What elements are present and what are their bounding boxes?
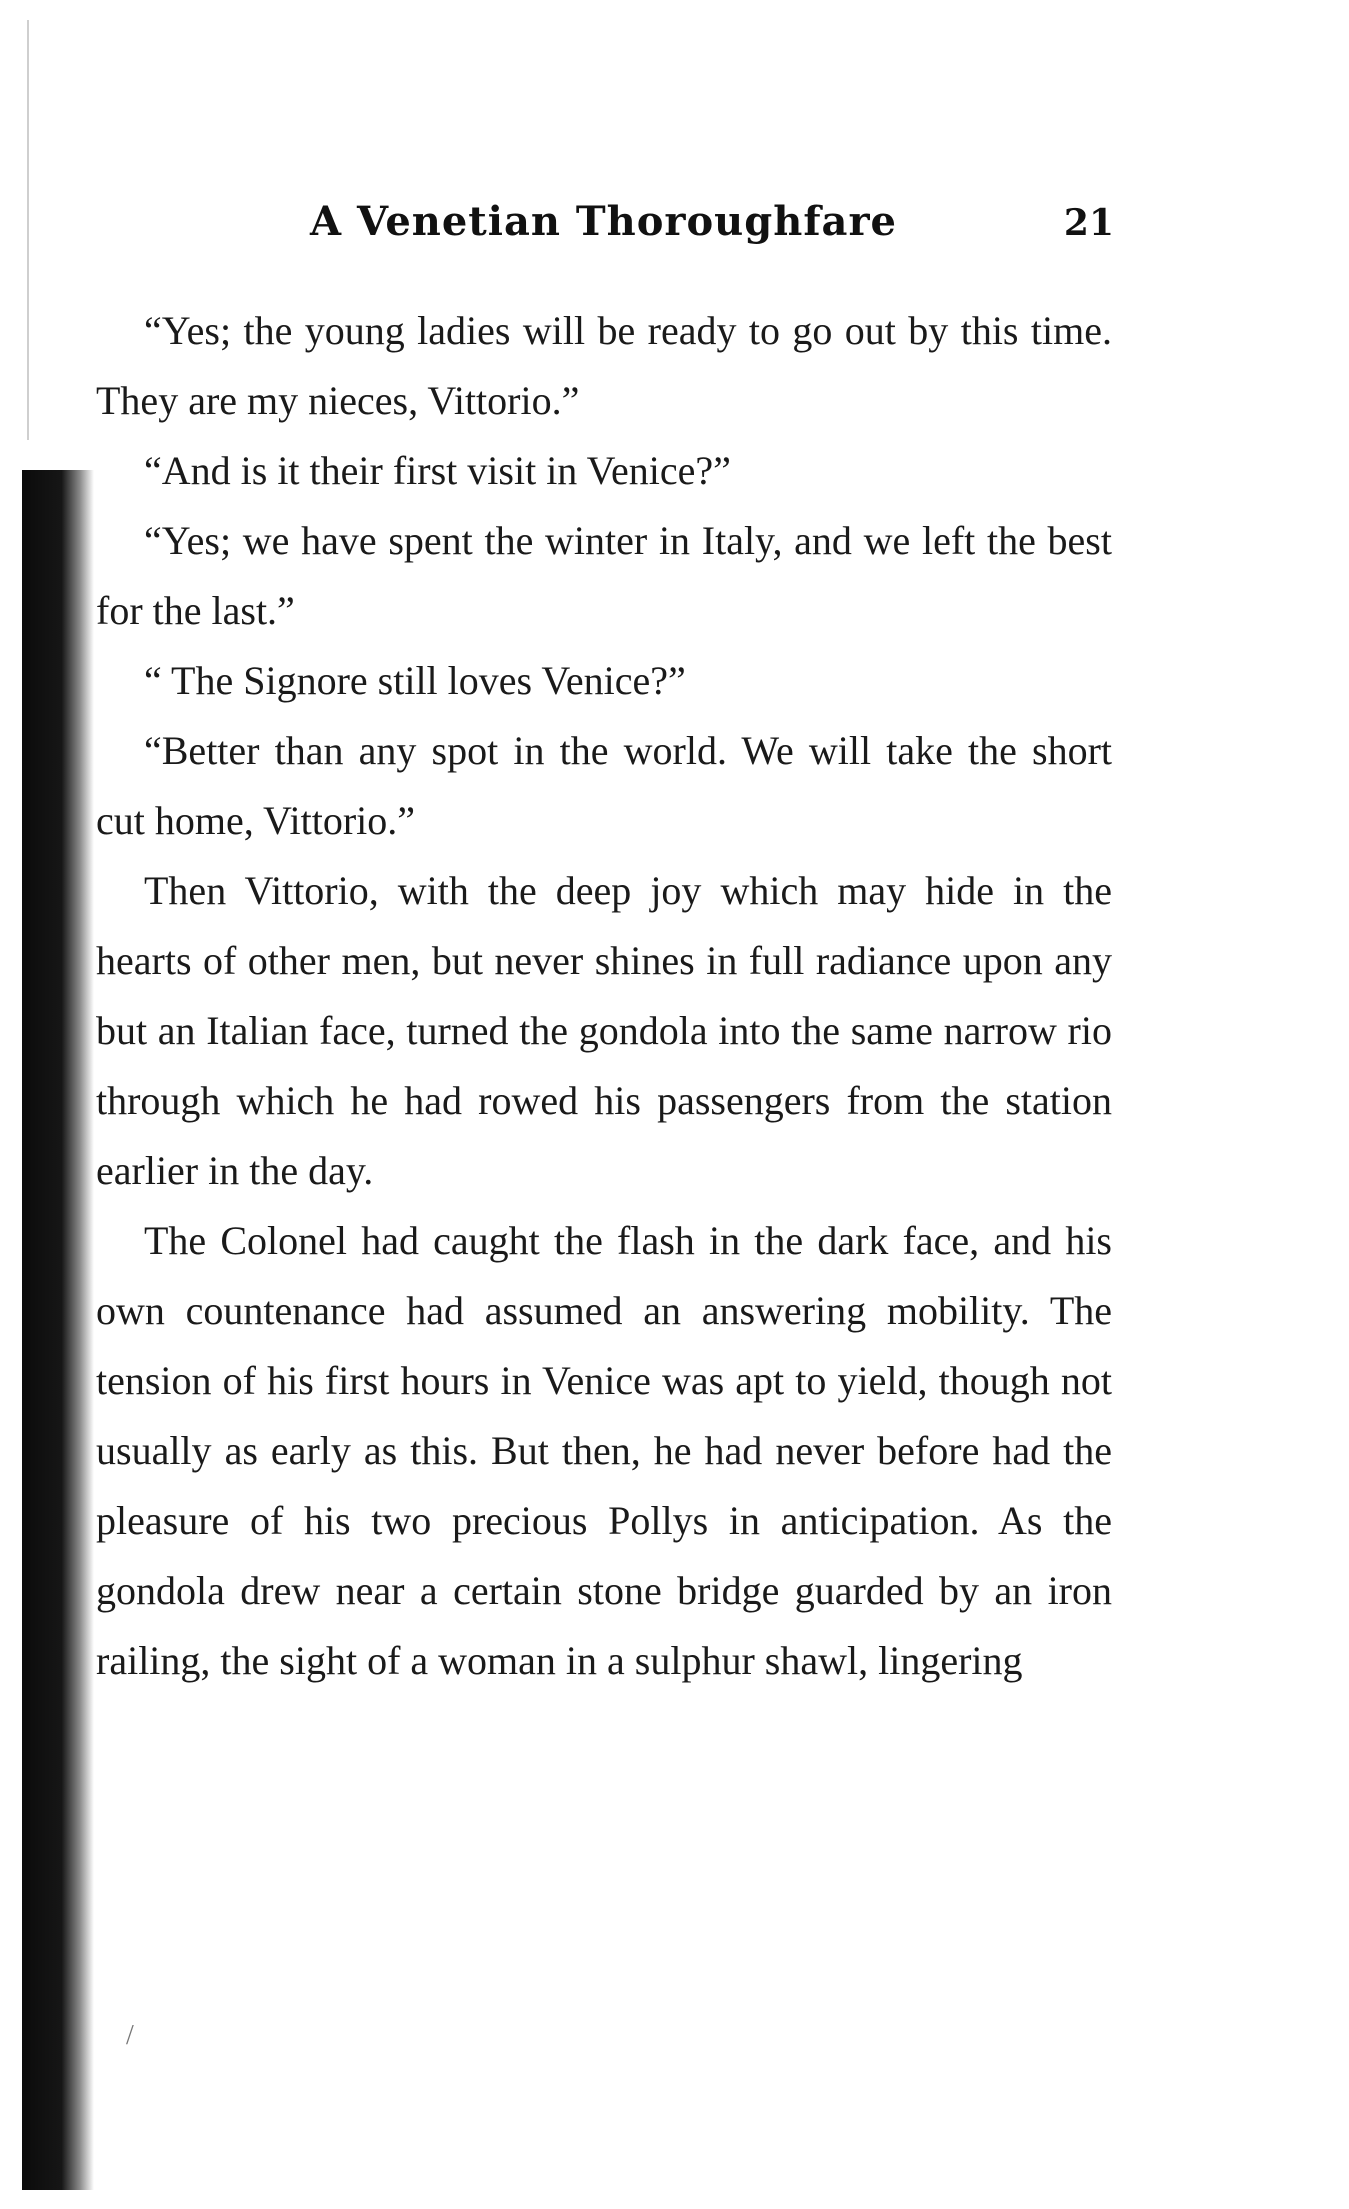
paragraph: “And is it their first visit in Venice?” bbox=[144, 448, 731, 493]
paragraph: “Yes; we have spent the winter in Italy, and we left the best for the last.” bbox=[96, 518, 1112, 633]
gutter-shadow bbox=[22, 470, 94, 2190]
page-header bbox=[92, 198, 1114, 258]
paragraph: “ The Signore still loves Venice?” bbox=[144, 658, 686, 703]
gutter-line bbox=[27, 20, 29, 440]
paragraph: The Colonel had caught the flash in the dark face, and his own countenance had assumed an answering mobility. The tension of his first hours in Venice was apt to yield, though not usually as early as this. But then, he had never before had the pleasure of his two precious Pollys in anticipation. As the gondola drew near a certain stone bridge guarded by an iron railing, the sight of a woman in a sulphur shawl, lingering bbox=[96, 1218, 1112, 1683]
page-number: 21 bbox=[1063, 202, 1114, 244]
paragraph: “Yes; the young ladies will be ready to go out by this time. They are my nieces, Vittorio.” bbox=[96, 308, 1112, 423]
running-title: A Venetian Thoroughfare bbox=[310, 198, 897, 245]
paragraph: Then Vittorio, with the deep joy which may hide in the hearts of other men, but never shines in full radiance upon any but an Italian face, turned the gondola into the same narrow rio through which he had rowed his passengers from the station earlier in the day. bbox=[96, 868, 1112, 1193]
scan-artifact-mark: / bbox=[126, 2020, 134, 2051]
body-text bbox=[96, 296, 1112, 1696]
paragraph: “Better than any spot in the world. We will take the short cut home, Vittorio.” bbox=[96, 728, 1112, 843]
